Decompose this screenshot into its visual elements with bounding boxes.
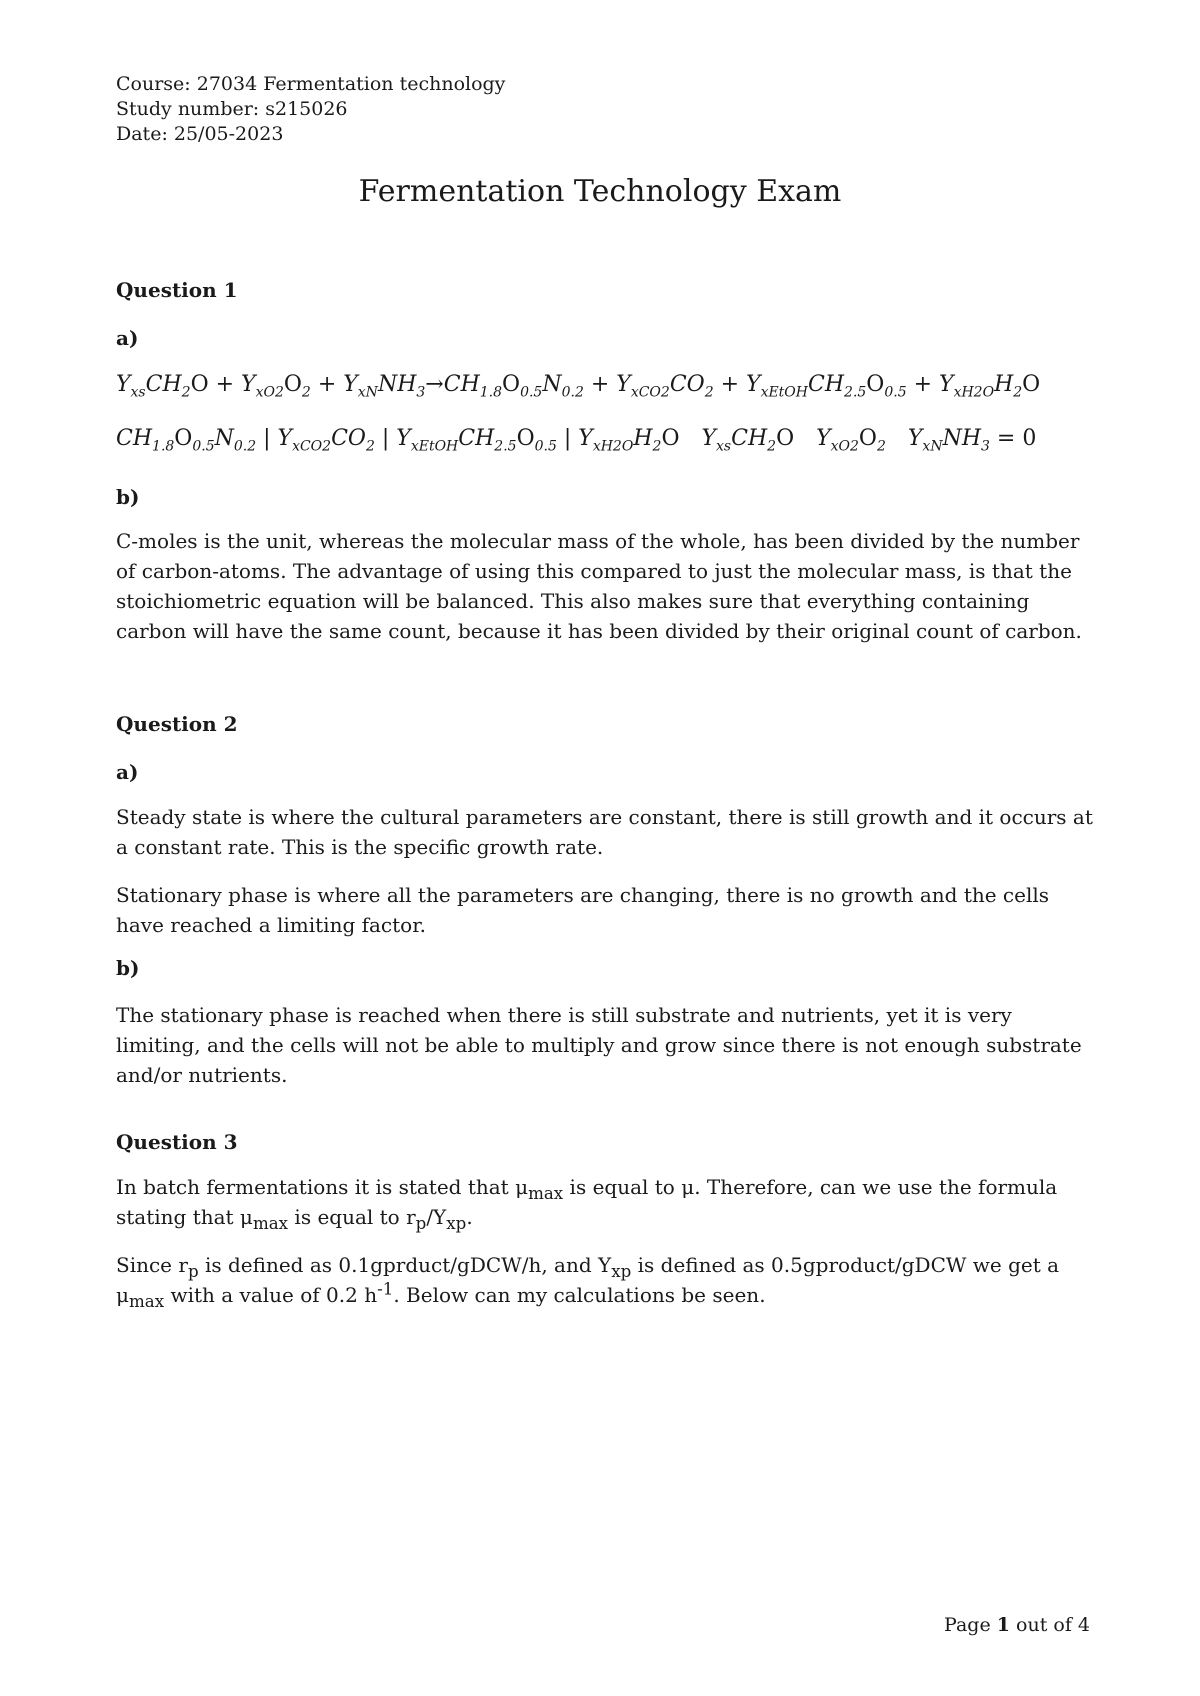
question-1b-answer: C-moles is the unit, whereas the molecular mass of the whole, has been divided by the number of carbon-atoms. The advantage of using this compared to just the molecular mass, is that the stoichiometric equation will be balanced. This also makes sure that everything containing carbon will have the same count, because it has been divided by their original count of carbon. [116, 529, 1082, 643]
question-2a-steady-state: Steady state is where the cultural parameters are constant, there is still growth and it occurs at a constant rate. This is the specific growth rate. [116, 805, 1093, 859]
question-3-heading: Question 3 [116, 1130, 238, 1154]
current-page-number: 1 [996, 1614, 1010, 1636]
question-2a-label: a) [116, 760, 139, 784]
page-title: Fermentation Technology Exam [358, 174, 842, 209]
course-line: Course: 27034 Fermentation technology [116, 73, 506, 95]
question-2b-label: b) [116, 956, 140, 980]
stoichiometric-equation-1: $Y_{xs}CH_2O + Y_{xO2}O_2 + Y_{xN}NH_3\to CH_{1.8}O_{0.5}N_{0.2} + Y_{xCO2}CO_2 + Y_{xEtOH}CH_{2.5}O_{0.5} + Y_{xH2O}H_2O$ [116, 372, 1041, 401]
stoichiometric-equation-2: $CH_{1.8}O_{0.5}N_{0.2}$ | $Y_{xCO2}CO_2$ | $Y_{xEtOH}CH_{2.5}O_{0.5}$ | $Y_{xH2O}H_2O$ $Y_{xs}CH_2O$ $Y_{xO2}O_2$ $Y_{xN}NH_3 = 0$ [116, 426, 1037, 455]
question-2b-answer: The stationary phase is reached when there is still substrate and nutrients, yet it is very limiting, and the cells will not be able to multiply and grow since there is not enough substrate and/or nutrients. [116, 1003, 1082, 1087]
question-1a-label: a) [116, 326, 139, 350]
page-number-footer: Page 1 out of 4 [944, 1614, 1090, 1636]
study-number-line: Study number: s215026 [116, 98, 348, 120]
question-2a-stationary-phase: Stationary phase is where all the parameters are changing, there is no growth and the cells have reached a limiting factor. [116, 883, 1050, 937]
question-1b-label: b) [116, 485, 140, 509]
question-3-paragraph-1: In batch fermentations it is stated that $\mu_{max}$ is equal to μ. Therefore, can we use the formula stating that $\mu_{max}$ is equal to $r_p/Y_{xp}$. [116, 1175, 1058, 1233]
date-line: Date: 25/05-2023 [116, 123, 284, 145]
question-1-heading: Question 1 [116, 278, 238, 302]
question-2-heading: Question 2 [116, 712, 238, 736]
question-3-paragraph-2: Since $r_p$ is defined as 0.1gprduct/gDCW/h, and $Y_{xp}$ is defined as 0.5gproduct/gDCW we get a $\mu_{max}$ with a value of 0.2 $h^{-1}$. Below can my calculations be seen. [116, 1253, 1060, 1311]
header-block [116, 72, 505, 147]
